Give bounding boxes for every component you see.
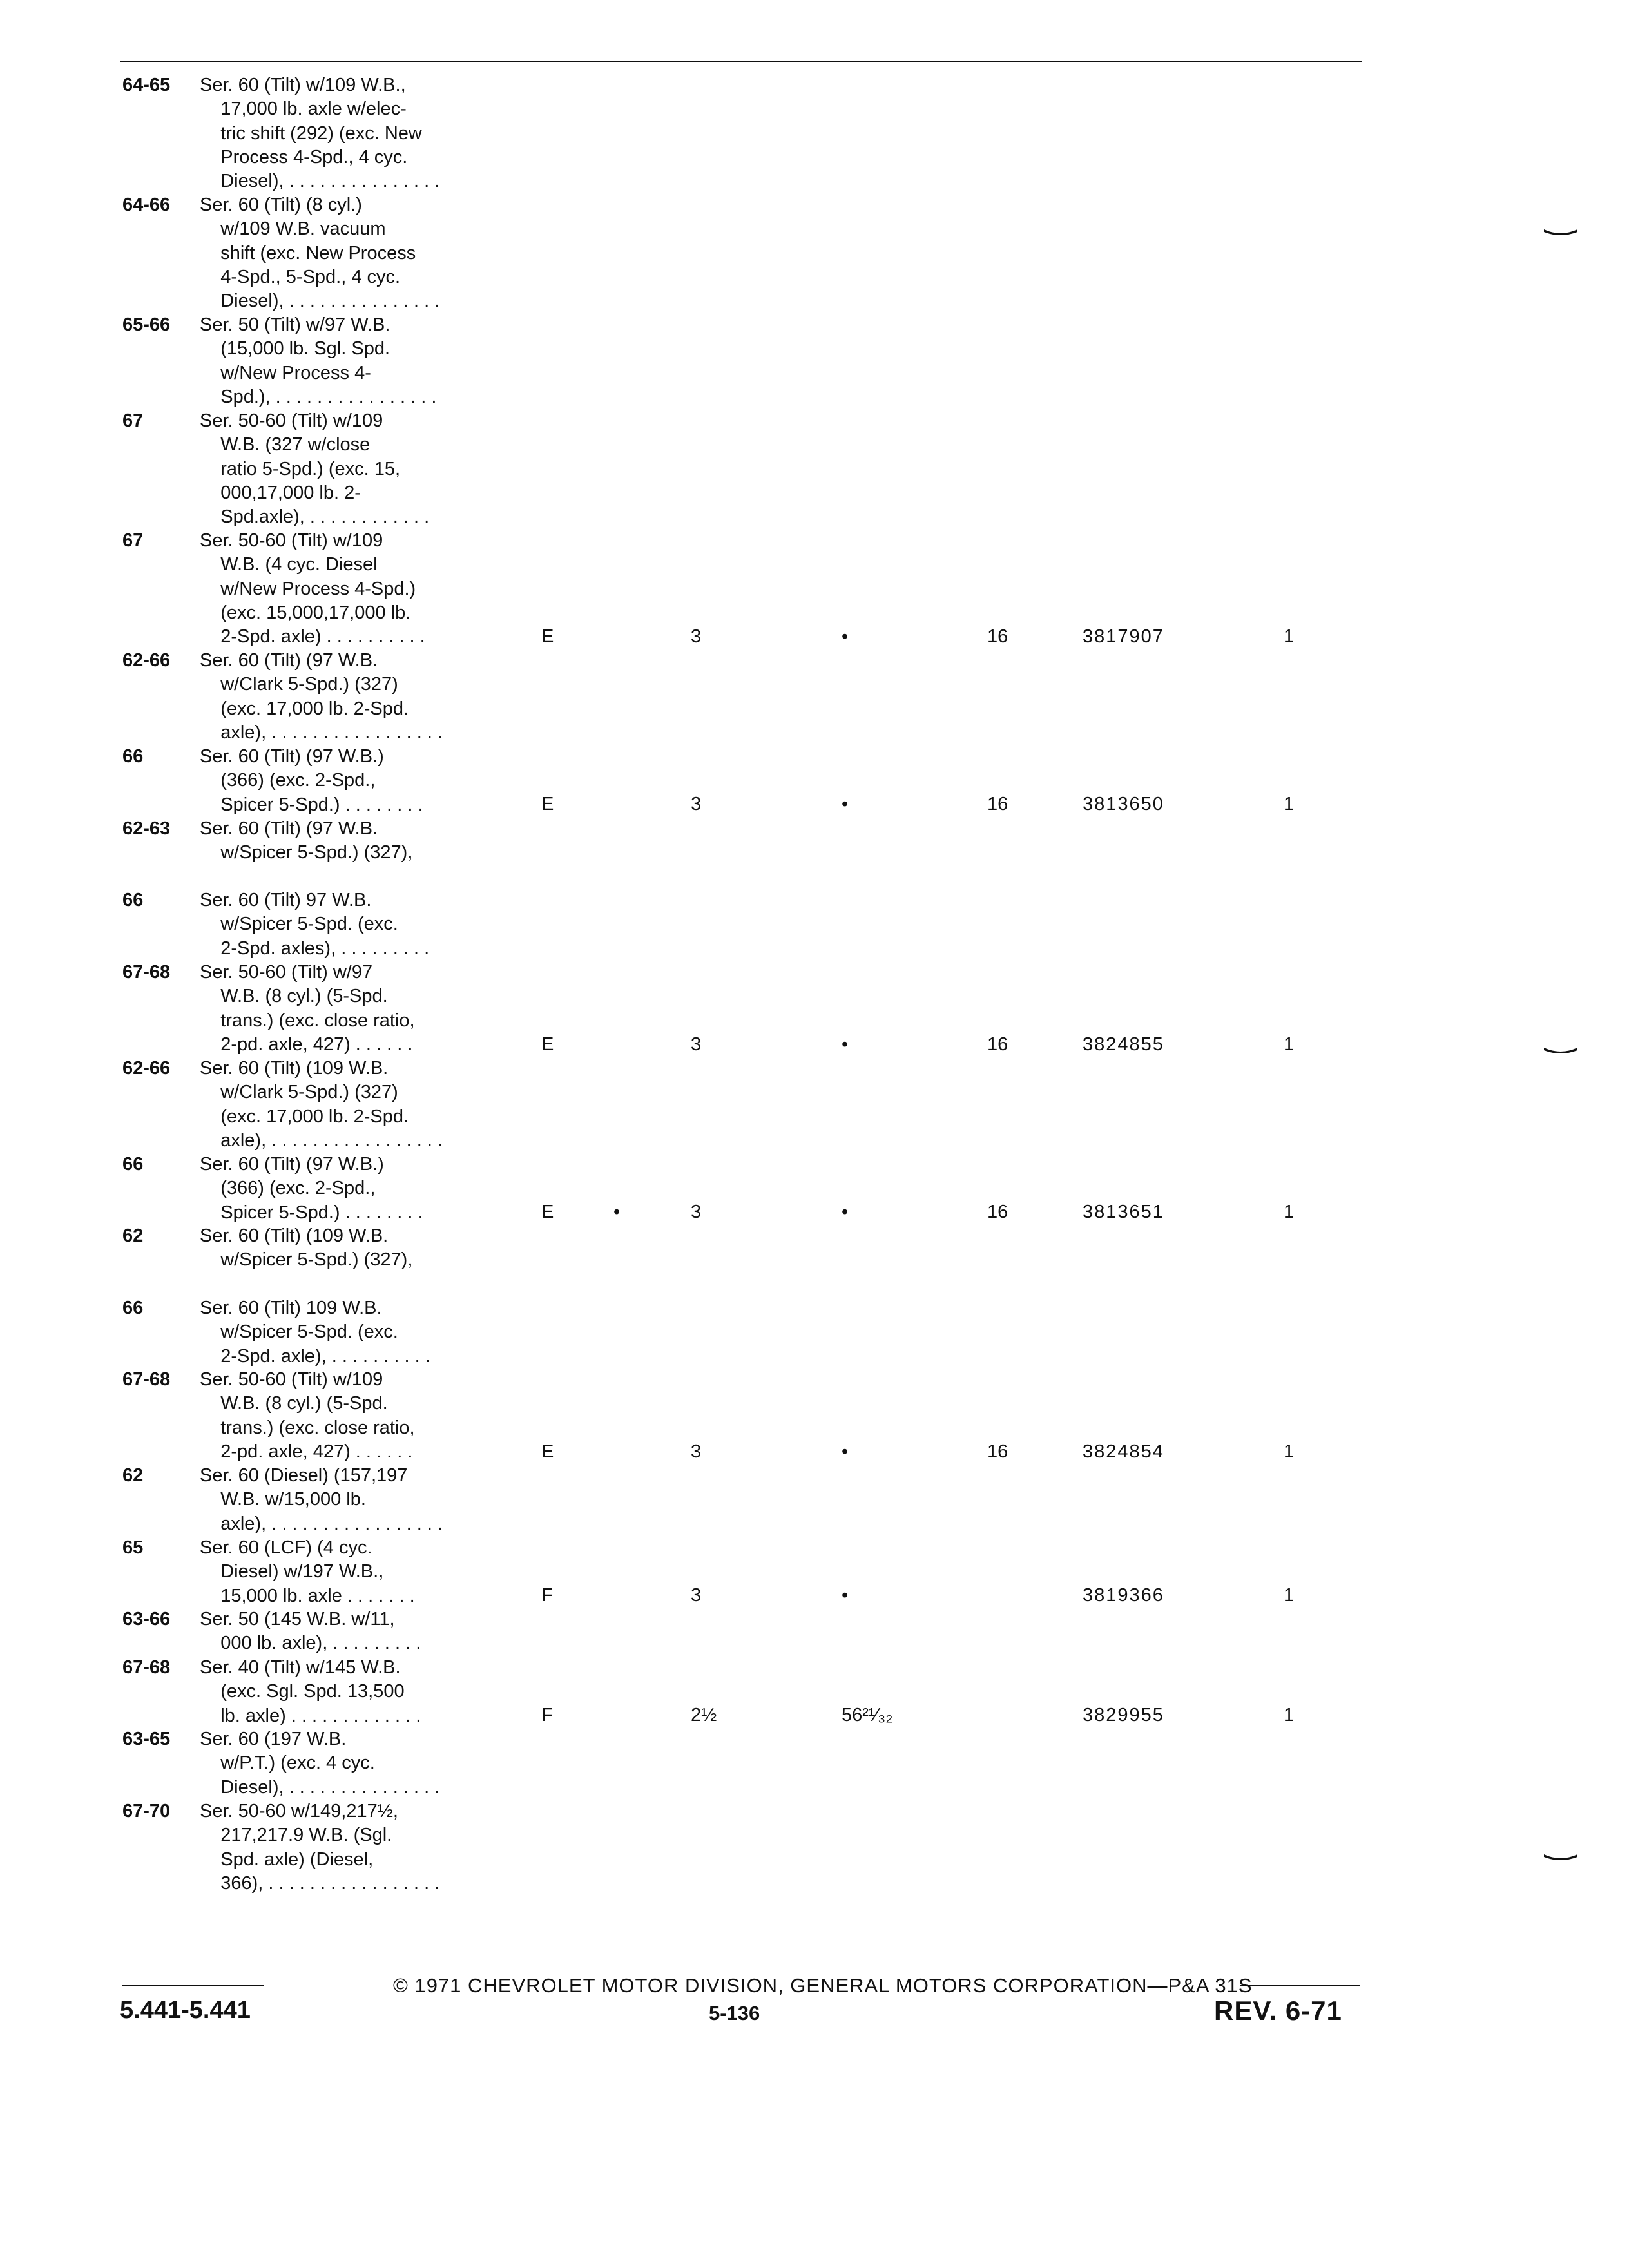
description-line: Ser. 60 (Tilt) 109 W.B. bbox=[200, 1298, 382, 1318]
description-line: (366) (exc. 2-Spd., bbox=[200, 1178, 376, 1199]
description-line: lb. axle) . . . . . . . . . . . . . bbox=[200, 1705, 421, 1726]
length-cell: • bbox=[842, 794, 849, 814]
usage-cell: 1 bbox=[1284, 1705, 1295, 1725]
year-range: 67-70 bbox=[122, 1801, 171, 1821]
part-number: 3824855 bbox=[1083, 1034, 1164, 1055]
application-description bbox=[200, 529, 599, 649]
description-line: Process 4-Spd., 4 cyc. bbox=[200, 146, 408, 168]
part-number: 3819366 bbox=[1083, 1585, 1164, 1606]
width-cell: 3 bbox=[691, 1034, 702, 1055]
description-line: Ser. 60 (Tilt) w/109 W.B., bbox=[200, 75, 406, 95]
application-description bbox=[200, 1368, 599, 1464]
punch-mark-icon bbox=[1543, 1045, 1579, 1054]
year-range: 67-68 bbox=[122, 962, 171, 983]
qty-cell: 16 bbox=[987, 1034, 1008, 1055]
description-line: 15,000 lb. axle . . . . . . . bbox=[200, 1585, 415, 1606]
usage-cell: 1 bbox=[1284, 1202, 1295, 1222]
description-line: Ser. 50-60 (Tilt) w/97 bbox=[200, 962, 373, 983]
description-line: 2-Spd. axle) . . . . . . . . . . bbox=[200, 626, 425, 648]
group-cell: F bbox=[541, 1705, 553, 1725]
application-description bbox=[200, 649, 599, 745]
description-line: Ser. 60 (LCF) (4 cyc. bbox=[200, 1537, 372, 1558]
application-description bbox=[200, 1224, 599, 1273]
usage-cell: 1 bbox=[1284, 794, 1295, 814]
year-range: 62-66 bbox=[122, 1058, 171, 1079]
description-line: 2-pd. axle, 427) . . . . . . bbox=[200, 1441, 413, 1462]
description-line: Ser. 60 (197 W.B. bbox=[200, 1729, 347, 1749]
year-range: 62-63 bbox=[122, 818, 171, 839]
description-line: Ser. 50-60 (Tilt) w/109 bbox=[200, 410, 383, 431]
length-cell: • bbox=[842, 1034, 849, 1055]
width-cell: 3 bbox=[691, 1585, 702, 1606]
width-cell: 3 bbox=[691, 1441, 702, 1462]
description-line: 2-Spd. axles), . . . . . . . . . bbox=[200, 937, 430, 959]
application-description bbox=[200, 1800, 599, 1896]
description-line: Ser. 60 (Tilt) (97 W.B. bbox=[200, 818, 378, 839]
width-cell: 3 bbox=[691, 794, 702, 814]
group-cell: E bbox=[541, 1441, 554, 1462]
description-line: (exc. 17,000 lb. 2-Spd. bbox=[200, 698, 409, 719]
description-line: shift (exc. New Process bbox=[200, 242, 416, 264]
part-number: 3829955 bbox=[1083, 1705, 1164, 1725]
description-line: 2-Spd. axle), . . . . . . . . . . bbox=[200, 1345, 430, 1367]
year-range: 66 bbox=[122, 1298, 144, 1318]
year-range: 64-66 bbox=[122, 195, 171, 215]
year-range: 64-65 bbox=[122, 75, 171, 95]
description-line: Ser. 50-60 (Tilt) w/109 bbox=[200, 1369, 383, 1390]
group-cell: E bbox=[541, 1034, 554, 1055]
length-cell: • bbox=[842, 626, 849, 647]
description-line: Ser. 60 (Tilt) (109 W.B. bbox=[200, 1058, 389, 1079]
width-cell: 3 bbox=[691, 626, 702, 647]
application-description bbox=[200, 961, 599, 1057]
description-line: Ser. 50-60 (Tilt) w/109 bbox=[200, 530, 383, 551]
length-cell: • bbox=[842, 1202, 849, 1222]
year-range: 67 bbox=[122, 530, 144, 551]
description-line: w/Spicer 5-Spd.) (327), bbox=[200, 842, 413, 863]
description-line: Spd.axle), . . . . . . . . . . . . bbox=[200, 506, 430, 528]
usage-cell: 1 bbox=[1284, 1585, 1295, 1606]
qty-cell: 16 bbox=[987, 1441, 1008, 1462]
description-line: W.B. w/15,000 lb. bbox=[200, 1489, 366, 1510]
description-line: W.B. (8 cyl.) (5-Spd. bbox=[200, 1393, 388, 1414]
width-cell: 2½ bbox=[691, 1705, 717, 1725]
application-description bbox=[200, 1464, 599, 1536]
description-line: Ser. 50 (Tilt) w/97 W.B. bbox=[200, 314, 390, 335]
description-line: w/P.T.) (exc. 4 cyc. bbox=[200, 1753, 375, 1774]
mark-cell: • bbox=[613, 1202, 621, 1222]
description-line: ratio 5-Spd.) (exc. 15, bbox=[200, 458, 401, 479]
description-line: Diesel), . . . . . . . . . . . . . . . bbox=[200, 1776, 440, 1798]
qty-cell: 16 bbox=[987, 1202, 1008, 1222]
description-line: W.B. (4 cyc. Diesel bbox=[200, 554, 378, 575]
group-cell: E bbox=[541, 1202, 554, 1222]
copyright-line: © 1971 CHEVROLET MOTOR DIVISION, GENERAL MOTORS CORPORATION—P&A 31S bbox=[393, 1974, 1253, 1997]
description-line: 17,000 lb. axle w/elec- bbox=[200, 99, 407, 120]
description-line: 4-Spd., 5-Spd., 4 cyc. bbox=[200, 266, 401, 287]
qty-cell: 16 bbox=[987, 626, 1008, 647]
year-range: 62 bbox=[122, 1465, 144, 1486]
description-line: Diesel) w/197 W.B., bbox=[200, 1561, 384, 1582]
footer-rule-right bbox=[1240, 1985, 1360, 1986]
description-line: 000 lb. axle), . . . . . . . . . bbox=[200, 1633, 421, 1654]
usage-cell: 1 bbox=[1284, 626, 1295, 647]
description-line: axle), . . . . . . . . . . . . . . . . . bbox=[200, 722, 443, 743]
year-range: 66 bbox=[122, 890, 144, 910]
application-description bbox=[200, 889, 599, 961]
year-range: 67 bbox=[122, 410, 144, 431]
page-number: 5-136 bbox=[709, 2002, 760, 2024]
description-line: (exc. Sgl. Spd. 13,500 bbox=[200, 1681, 405, 1702]
application-description bbox=[200, 313, 599, 409]
year-range: 66 bbox=[122, 746, 144, 767]
punch-mark-icon bbox=[1543, 227, 1579, 236]
qty-cell: 16 bbox=[987, 794, 1008, 814]
group-cell: E bbox=[541, 626, 554, 647]
description-line: axle), . . . . . . . . . . . . . . . . . bbox=[200, 1129, 443, 1151]
description-line: Ser. 60 (Diesel) (157,197 bbox=[200, 1465, 408, 1486]
footer-rule-left bbox=[122, 1985, 264, 1986]
application-description bbox=[200, 409, 599, 529]
description-line: (15,000 lb. Sgl. Spd. bbox=[200, 338, 390, 360]
description-line: Spicer 5-Spd.) . . . . . . . . bbox=[200, 1202, 423, 1223]
year-range: 66 bbox=[122, 1154, 144, 1175]
part-number: 3813650 bbox=[1083, 794, 1164, 814]
description-line: W.B. (327 w/close bbox=[200, 434, 371, 456]
revision-date: REV. 6-71 bbox=[1214, 1995, 1342, 2026]
application-description bbox=[200, 1057, 599, 1153]
application-description bbox=[200, 1536, 599, 1608]
application-description bbox=[200, 73, 599, 193]
description-line: Ser. 60 (Tilt) (8 cyl.) bbox=[200, 195, 362, 215]
year-range: 65 bbox=[122, 1537, 144, 1558]
description-line: (exc. 17,000 lb. 2-Spd. bbox=[200, 1106, 409, 1127]
description-line: axle), . . . . . . . . . . . . . . . . . bbox=[200, 1513, 443, 1534]
description-line: 366), . . . . . . . . . . . . . . . . . bbox=[200, 1872, 440, 1894]
description-line: w/109 W.B. vacuum bbox=[200, 218, 386, 240]
year-range: 62-66 bbox=[122, 650, 171, 671]
year-range: 67-68 bbox=[122, 1369, 171, 1390]
description-line: Ser. 60 (Tilt) (97 W.B.) bbox=[200, 1154, 384, 1175]
description-line: w/Spicer 5-Spd.) (327), bbox=[200, 1249, 413, 1271]
application-description bbox=[200, 817, 599, 865]
description-line: Spd. axle) (Diesel, bbox=[200, 1849, 374, 1870]
usage-cell: 1 bbox=[1284, 1441, 1295, 1462]
part-number: 3824854 bbox=[1083, 1441, 1164, 1462]
usage-cell: 1 bbox=[1284, 1034, 1295, 1055]
application-description bbox=[200, 193, 599, 313]
description-line: (exc. 15,000,17,000 lb. bbox=[200, 602, 411, 623]
part-number: 3813651 bbox=[1083, 1202, 1164, 1222]
year-range: 63-66 bbox=[122, 1609, 171, 1629]
application-description bbox=[200, 1153, 599, 1225]
top-rule bbox=[120, 61, 1362, 62]
description-line: Diesel), . . . . . . . . . . . . . . . bbox=[200, 171, 440, 192]
description-line: Ser. 60 (Tilt) 97 W.B. bbox=[200, 890, 372, 910]
description-line: w/Clark 5-Spd.) (327) bbox=[200, 674, 398, 695]
year-range: 63-65 bbox=[122, 1729, 171, 1749]
year-range: 67-68 bbox=[122, 1657, 171, 1678]
application-description bbox=[200, 1656, 599, 1728]
application-description bbox=[200, 745, 599, 817]
length-cell: • bbox=[842, 1441, 849, 1462]
description-line: Ser. 40 (Tilt) w/145 W.B. bbox=[200, 1657, 401, 1678]
description-line: (366) (exc. 2-Spd., bbox=[200, 770, 376, 791]
description-line: 000,17,000 lb. 2- bbox=[200, 482, 361, 503]
description-line: Ser. 60 (Tilt) (109 W.B. bbox=[200, 1225, 389, 1246]
application-description bbox=[200, 1296, 599, 1369]
description-line: Ser. 50-60 w/149,217½, bbox=[200, 1801, 398, 1821]
description-line: trans.) (exc. close ratio, bbox=[200, 1010, 415, 1031]
description-line: w/New Process 4-Spd.) bbox=[200, 578, 416, 599]
description-line: Spicer 5-Spd.) . . . . . . . . bbox=[200, 794, 423, 815]
group-cell: F bbox=[541, 1585, 553, 1606]
description-line: W.B. (8 cyl.) (5-Spd. bbox=[200, 986, 388, 1007]
description-line: 217,217.9 W.B. (Sgl. bbox=[200, 1825, 392, 1846]
description-line: 2-pd. axle, 427) . . . . . . bbox=[200, 1033, 413, 1055]
description-line: Ser. 60 (Tilt) (97 W.B.) bbox=[200, 746, 384, 767]
section-number: 5.441-5.441 bbox=[120, 1997, 251, 2024]
punch-mark-icon bbox=[1543, 1852, 1579, 1861]
description-line: Spd.), . . . . . . . . . . . . . . . . bbox=[200, 386, 437, 407]
length-cell: 56²¹⁄₃₂ bbox=[842, 1705, 893, 1725]
year-range: 62 bbox=[122, 1225, 144, 1246]
description-line: Ser. 60 (Tilt) (97 W.B. bbox=[200, 650, 378, 671]
width-cell: 3 bbox=[691, 1202, 702, 1222]
description-line: w/Spicer 5-Spd. (exc. bbox=[200, 914, 398, 935]
description-line: w/New Process 4- bbox=[200, 362, 371, 383]
length-cell: • bbox=[842, 1585, 849, 1606]
description-line: Diesel), . . . . . . . . . . . . . . . bbox=[200, 291, 440, 312]
description-line: tric shift (292) (exc. New bbox=[200, 122, 422, 144]
description-line: w/Spicer 5-Spd. (exc. bbox=[200, 1321, 398, 1343]
application-description bbox=[200, 1608, 599, 1656]
part-number: 3817907 bbox=[1083, 626, 1164, 647]
application-description bbox=[200, 1727, 599, 1800]
group-cell: E bbox=[541, 794, 554, 814]
year-range: 65-66 bbox=[122, 314, 171, 335]
description-line: w/Clark 5-Spd.) (327) bbox=[200, 1082, 398, 1103]
description-line: Ser. 50 (145 W.B. w/11, bbox=[200, 1609, 395, 1629]
description-line: trans.) (exc. close ratio, bbox=[200, 1417, 415, 1438]
